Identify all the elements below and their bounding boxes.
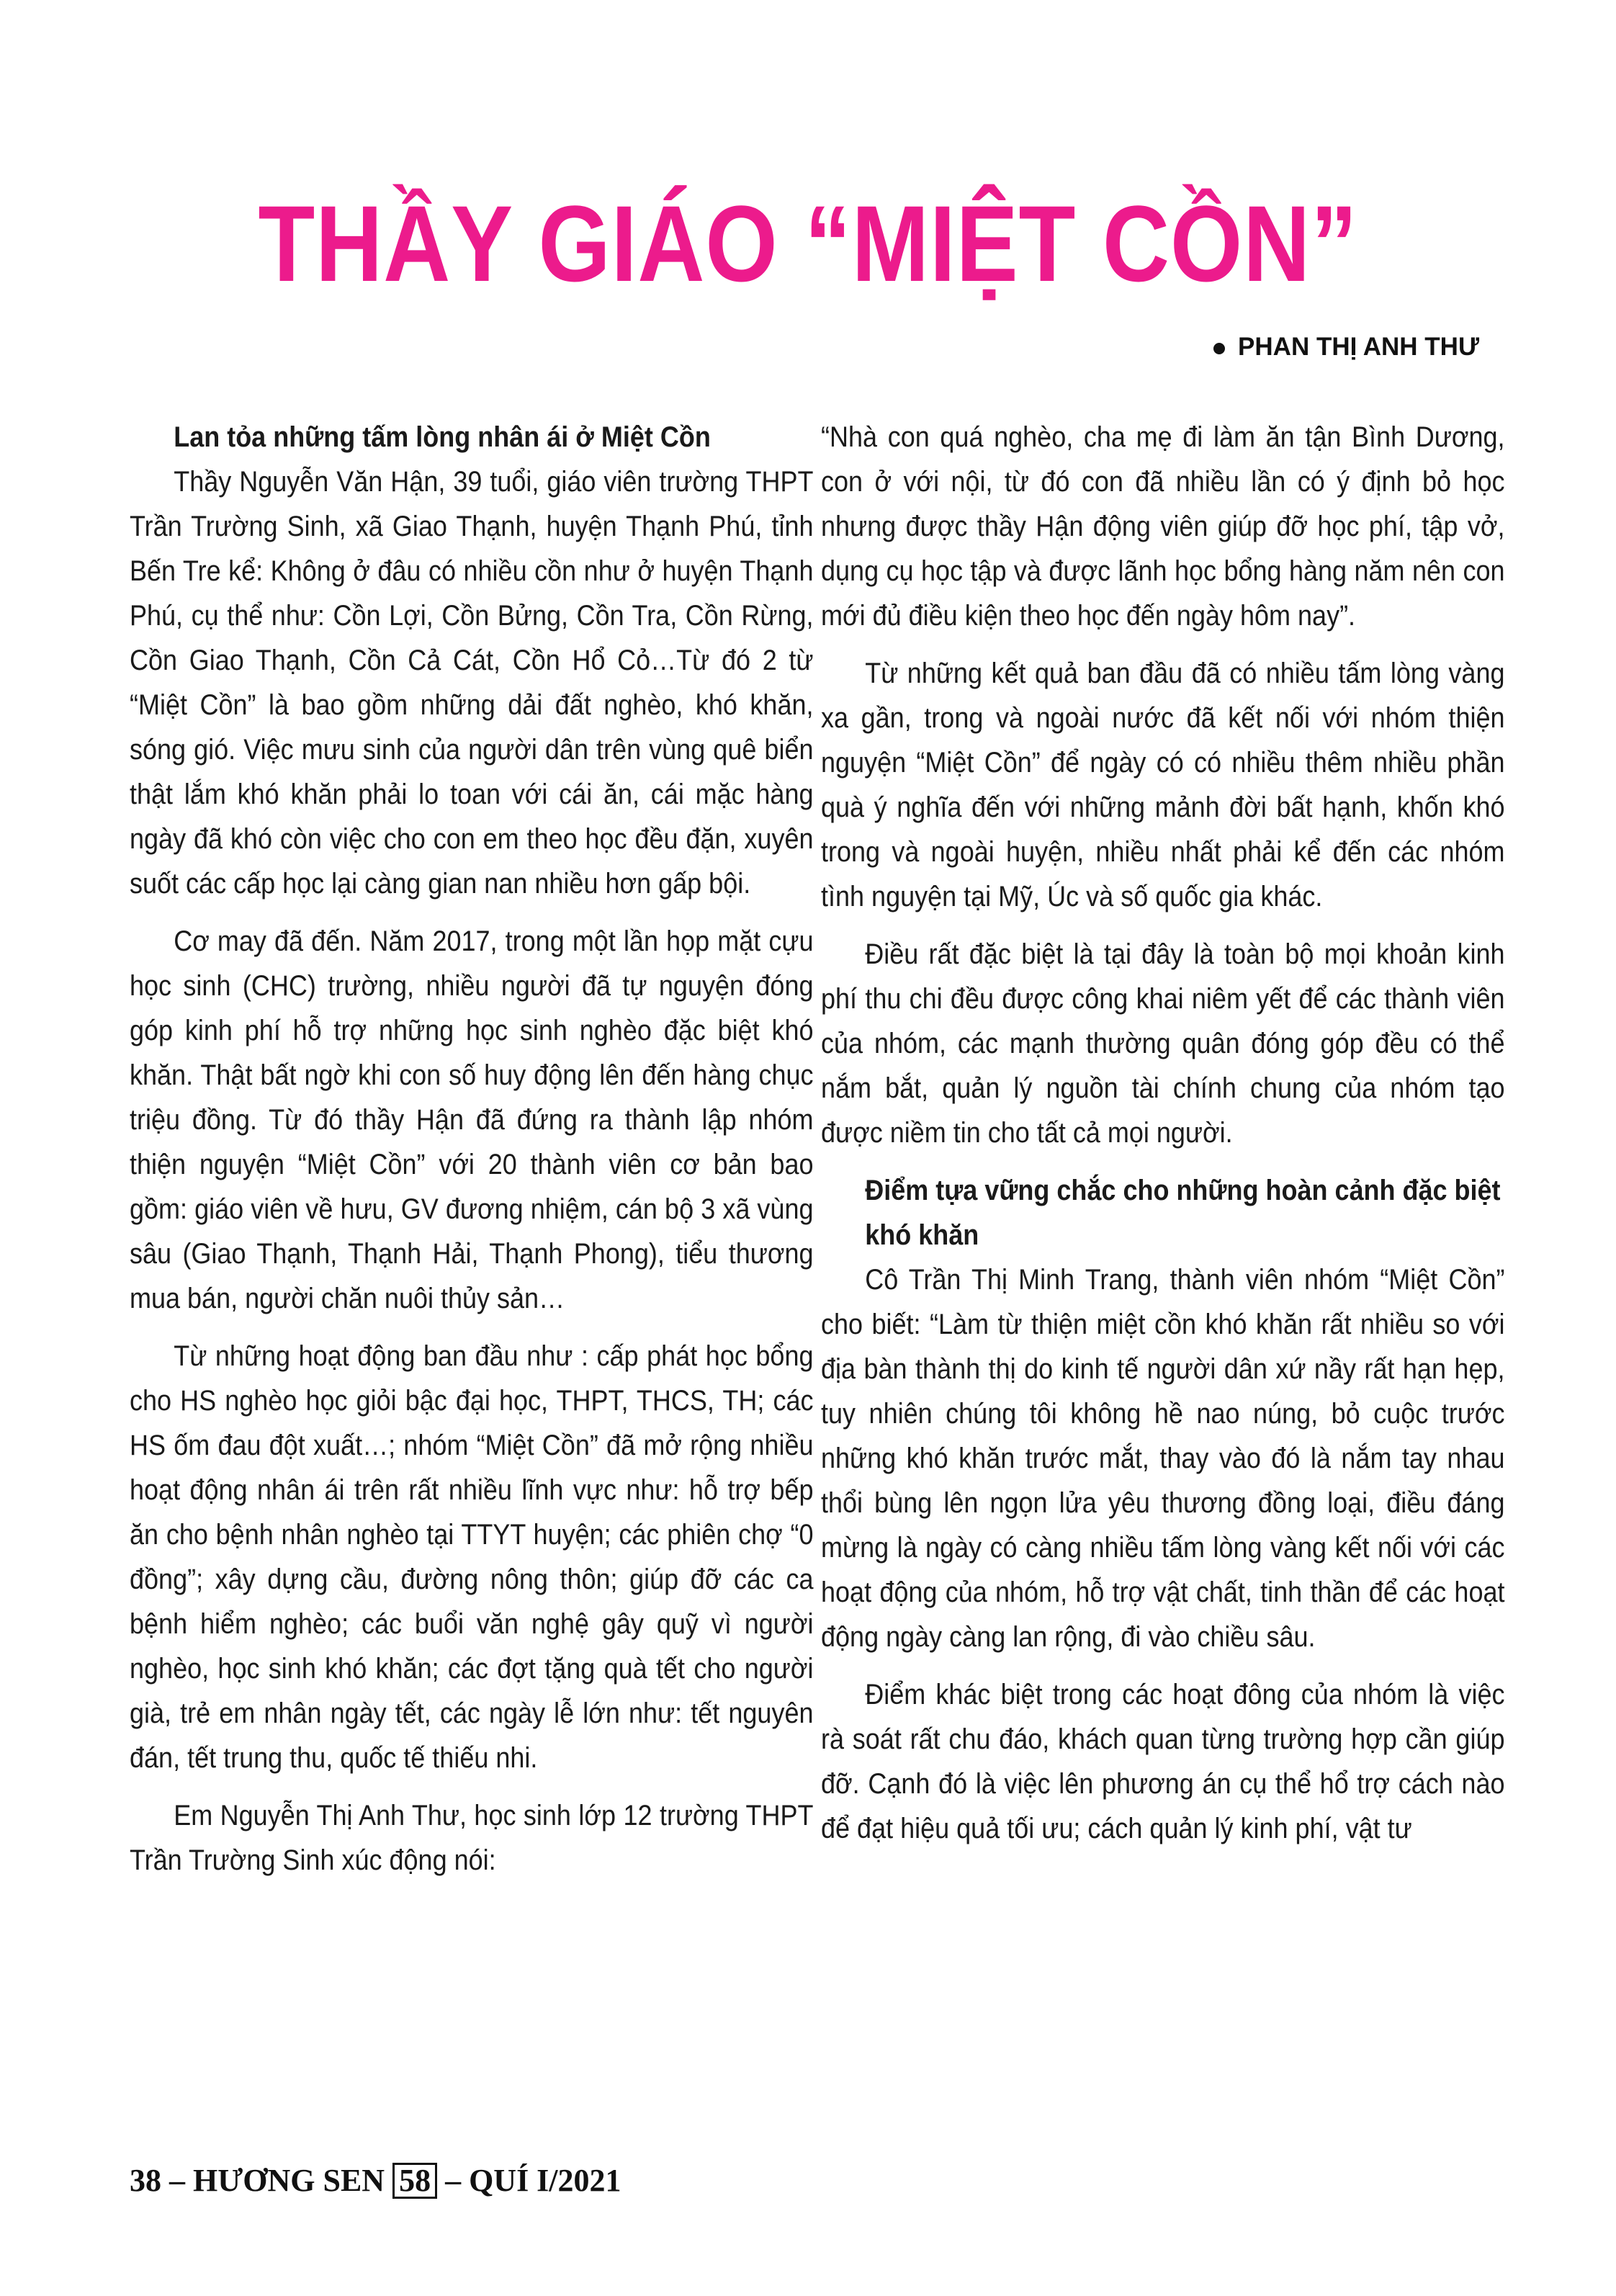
bullet-icon xyxy=(1213,343,1225,354)
left-column xyxy=(130,415,814,1896)
section-heading-2: Điểm tựa vững chắc cho những hoàn cảnh đặc biệt khó khăn xyxy=(865,1175,1501,1251)
paragraph: Điểm khác biệt trong các hoạt đông của nhóm là việc rà soát rất chu đáo, khách quan từng trường hợp cần giúp đỡ. Cạnh đó là việc lên phương án cụ thể hổ trợ cách nào để đạt hiệu quả tối ưu; cách quản lý kinh phí, vật tư xyxy=(821,1679,1505,1844)
paragraph: Thầy Nguyễn Văn Hận, 39 tuổi, giáo viên trường THPT Trần Trường Sinh, xã Giao Thạnh, huyện Thạnh Phú, tỉnh Bến Tre kể: Không ở đâu có nhiều cồn như ở huyện Thạnh Phú, cụ thể như: Cồn Lợi, Cồn Bửng, Cồn Tra, Cồn Rừng, Cồn Giao Thạnh, Cồn Cả Cát, Cồn Hổ Cỏ…Từ đó 2 từ “Miệt Cồn” là bao gồm những dải đất nghèo, khó khăn, sóng gió. Việc mưu sinh của người dân trên vùng quê biển thật lắm khó khăn phải lo toan với cái ăn, cái mặc hàng ngày đã khó còn việc cho con em theo học đều đặn, xuyên suốt các cấp học lại càng gian nan nhiều hơn gấp bội. xyxy=(130,466,814,900)
magazine-name: HƯƠNG SEN xyxy=(193,2163,385,2198)
page-footer xyxy=(130,2162,621,2199)
section-heading-1: Lan tỏa những tấm lòng nhân ái ở Miệt Cồn xyxy=(174,421,711,453)
paragraph: Cô Trần Thị Minh Trang, thành viên nhóm “Miệt Cồn” cho biết: “Làm từ thiện miệt cồn khó khăn rất nhiều so với địa bàn thành thị do kinh tế người dân xứ nầy rất hạn hẹp, tuy nhiên chúng tôi không hề nao núng, bỏ cuộc trước những khó khăn trước mắt, thay vào đó là nắm tay nhau thổi bùng lên ngọn lửa yêu thương đồng loại, điều đáng mừng là ngày có càng nhiều tấm lòng vàng kết nối với các hoạt động của nhóm, hỗ trợ vật chất, tinh thần để các hoạt động ngày càng lan rộng, đi vào chiều sâu. xyxy=(821,1264,1505,1653)
footer-separator: – xyxy=(169,2163,185,2198)
article-title: THẦY GIÁO “MIỆT CỒN” xyxy=(258,183,1358,304)
paragraph: Điều rất đặc biệt là tại đây là toàn bộ mọi khoản kinh phí thu chi đều được công khai niêm yết để các thành viên của nhóm, các mạnh thường quân đóng góp đều có thể nắm bắt, quản lý nguồn tài chính chung của nhóm tạo được niềm tin cho tất cả mọi người. xyxy=(821,938,1505,1149)
paragraph: Từ những kết quả ban đầu đã có nhiều tấm lòng vàng xa gần, trong và ngoài nước đã kết nối với nhóm thiện nguyện “Miệt Cồn” để ngày có có nhiều thêm nhiều phần quà ý nghĩa đến với những mảnh đời bất hạnh, khốn khó trong và ngoài huyện, nhiều nhất phải kể đến các nhóm tình nguyện tại Mỹ, Úc và số quốc gia khác. xyxy=(821,658,1505,912)
page-number: 38 xyxy=(130,2163,161,2198)
author-byline xyxy=(1213,333,1479,362)
paragraph: Em Nguyễn Thị Anh Thư, học sinh lớp 12 trường THPT Trần Trường Sinh xúc động nói: xyxy=(130,1800,814,1876)
issue-number: 58 xyxy=(392,2163,437,2199)
paragraph: Từ những hoạt động ban đầu như : cấp phát học bổng cho HS nghèo học giỏi bậc đại học, THPT, THCS, TH; các HS ốm đau đột xuất…; nhóm “Miệt Cồn” đã mở rộng nhiều hoạt động nhân ái trên rất nhiều lĩnh vực như: hỗ trợ bếp ăn cho bệnh nhân nghèo tại TTYT huyện; các phiên chợ “0 đồng”; xây dựng cầu, đường nông thôn; giúp đỡ các ca bệnh hiểm nghèo; các buổi văn nghệ gây quỹ vì người nghèo, học sinh khó khăn; các đợt tặng quà tết cho người già, trẻ em nhân ngày tết, các ngày lễ lớn như: tết nguyên đán, tết trung thu, quốc tế thiếu nhi. xyxy=(130,1340,814,1774)
issue-quarter: QUÍ I/2021 xyxy=(469,2163,621,2198)
paragraph: “Nhà con quá nghèo, cha mẹ đi làm ăn tận Bình Dương, con ở với nội, từ đó con đã nhiều lần có ý định bỏ học nhưng được thầy Hận động viên giúp đỡ học phí, tập vở, dụng cụ học tập và được lãnh học bổng hàng năm nên con mới đủ điều kiện theo học đến ngày hôm nay”. xyxy=(821,421,1505,632)
footer-separator: – xyxy=(445,2163,462,2198)
author-name: PHAN THỊ ANH THƯ xyxy=(1238,333,1479,361)
paragraph: Cơ may đã đến. Năm 2017, trong một lần họp mặt cựu học sinh (CHC) trường, nhiều người đã tự nguyện đóng góp kinh phí hỗ trợ những học sinh nghèo đặc biệt khó khăn. Thật bất ngờ khi con số huy động lên đến hàng chục triệu đồng. Từ đó thầy Hận đã đứng ra thành lập nhóm thiện nguyện “Miệt Cồn” với 20 thành viên cơ bản bao gồm: giáo viên về hưu, GV đương nhiệm, cán bộ 3 xã vùng sâu (Giao Thạnh, Thạnh Hải, Thạnh Phong), tiểu thương mua bán, người chăn nuôi thủy sản… xyxy=(130,925,814,1314)
right-column xyxy=(821,415,1505,1864)
